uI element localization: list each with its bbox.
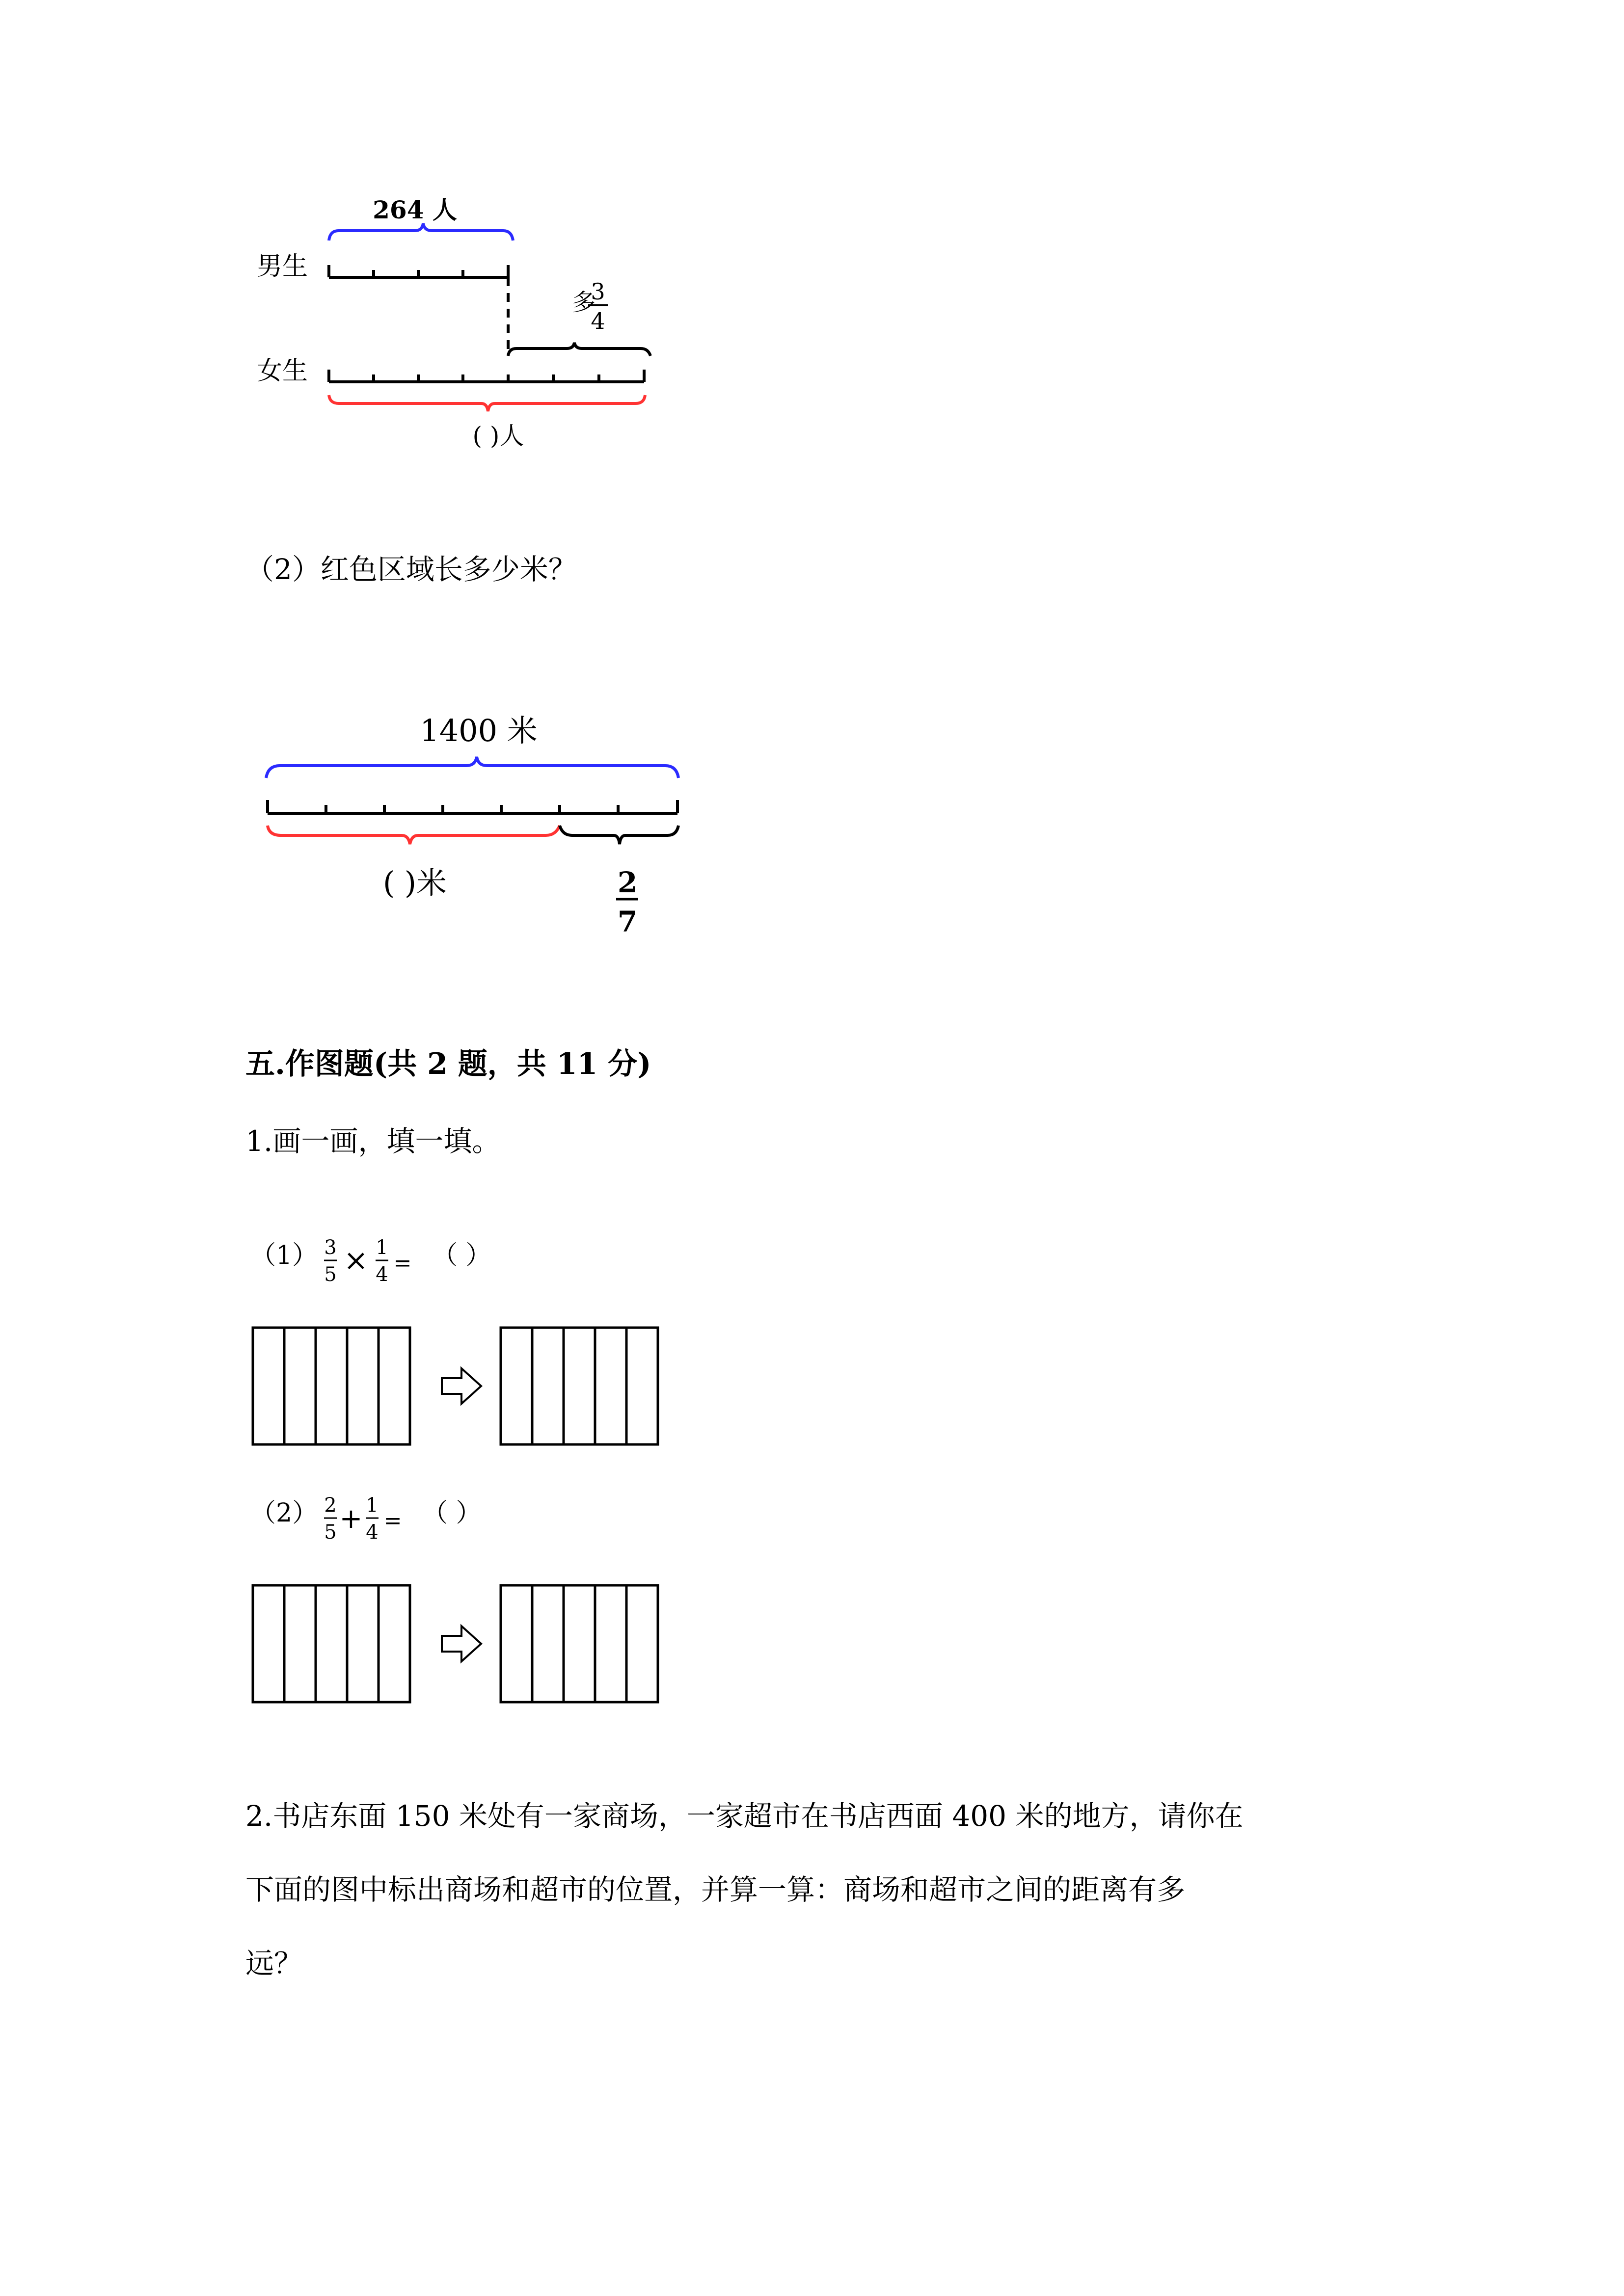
- formula-2-eq: =: [383, 1508, 402, 1533]
- more-denominator: 4: [591, 308, 605, 334]
- red-brace: [268, 826, 560, 844]
- formula-1-eq: =: [393, 1251, 412, 1276]
- formula-2-prefix: （2）: [250, 1498, 318, 1528]
- red-brace: [329, 395, 645, 411]
- more-numerator: 3: [591, 278, 605, 305]
- right-arrow-icon: [442, 1368, 481, 1404]
- section-5-title: 五.作图题(共 2 题，共 11 分): [245, 1047, 651, 1081]
- drawing-area-1: [250, 1325, 668, 1453]
- formula-2-op: +: [339, 1503, 363, 1535]
- formula-1-prefix: （1）: [250, 1241, 318, 1270]
- formula-1-op: ×: [343, 1243, 369, 1278]
- section-5-q1-title: 1.画一画，填一填。: [245, 1124, 501, 1158]
- section-5-q2-line-3: 远？: [245, 1947, 303, 1980]
- blue-brace: [266, 757, 678, 778]
- formula-2-b-num: 1: [366, 1494, 379, 1517]
- length-scale: [268, 800, 677, 813]
- formula-2-a-den: 5: [324, 1521, 337, 1544]
- total-length-label: 1400 米: [420, 713, 538, 748]
- fraction-box-left[interactable]: [253, 1585, 410, 1702]
- question-2-text: （2）红色区域长多少米？: [245, 553, 577, 586]
- girls-answer-label: ( )人: [472, 422, 524, 450]
- girls-bar: [329, 370, 644, 382]
- formula-1-b-den: 4: [376, 1263, 388, 1286]
- fraction-box-right[interactable]: [501, 1328, 658, 1444]
- part-numerator: 2: [617, 866, 638, 899]
- drawing-area-2: [250, 1583, 668, 1710]
- black-brace: [560, 826, 678, 844]
- formula-2-blank: （ ）: [422, 1498, 482, 1528]
- black-brace: [508, 343, 650, 356]
- formula-2-a-num: 2: [324, 1494, 337, 1517]
- formula-2: [250, 1485, 555, 1563]
- formula-1-a-num: 3: [324, 1236, 337, 1259]
- blue-brace: [329, 223, 513, 240]
- part-denominator: 7: [617, 905, 638, 938]
- fraction-box-left[interactable]: [253, 1328, 410, 1444]
- formula-1-b-num: 1: [376, 1236, 388, 1259]
- more-prefix: 多: [572, 289, 596, 316]
- formula-1-blank: （ ）: [432, 1241, 491, 1270]
- boys-label: 男生: [256, 252, 308, 281]
- boys-bar: [329, 265, 508, 277]
- boys-girls-diagram: [245, 182, 687, 466]
- girls-label: 女生: [256, 356, 308, 386]
- formula-1-a-den: 5: [324, 1263, 337, 1286]
- formula-1: [250, 1227, 555, 1306]
- red-answer-label: ( )米: [382, 865, 447, 901]
- right-arrow-icon: [442, 1626, 481, 1661]
- red-region-diagram: [245, 697, 736, 972]
- fraction-box-right[interactable]: [501, 1585, 658, 1702]
- section-5-q2-line-1: 2.书店东面 150 米处有一家商场，一家超市在书店西面 400 米的地方，请你在: [245, 1799, 1244, 1833]
- section-5-q2-line-2: 下面的图中标出商场和超市的位置，并算一算：商场和超市之间的距离有多: [245, 1873, 1186, 1906]
- boys-total-label: 264 人: [373, 195, 457, 224]
- formula-2-b-den: 4: [366, 1521, 379, 1544]
